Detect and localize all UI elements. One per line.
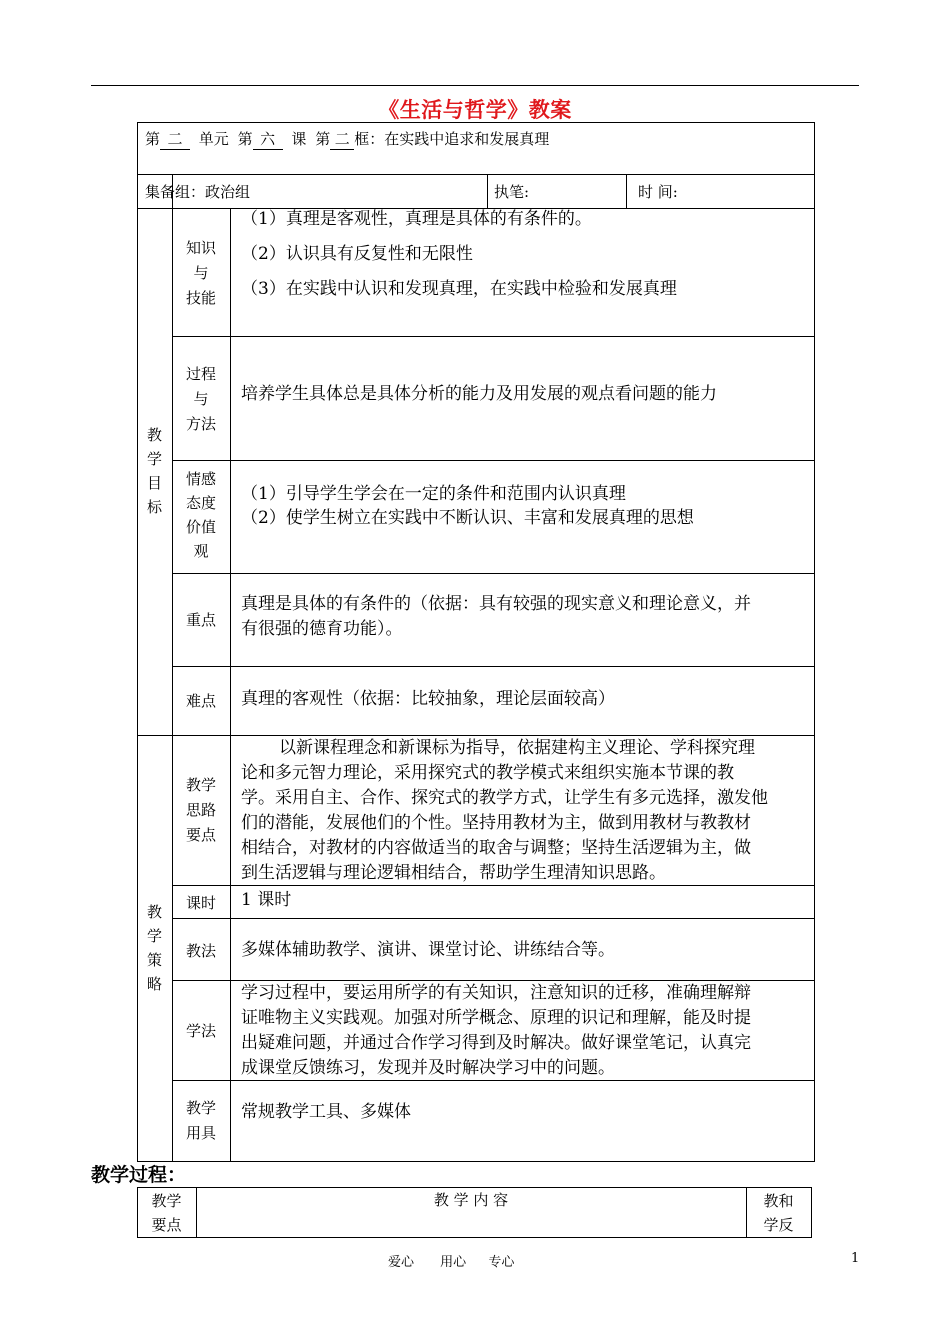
key-point-label: 重点	[185, 611, 216, 629]
lesson-number: 六	[253, 129, 283, 150]
strategy-section-label: 教 学 策 略	[146, 903, 162, 993]
writer-field: 执笔:	[494, 183, 530, 201]
teaching-method-content: 多媒体辅助教学、演讲、课堂讨论、讲练结合等。	[241, 940, 615, 960]
knowledge-item: （1）真理是客观性，真理是具体的有条件的。	[241, 209, 592, 229]
knowledge-content	[241, 208, 677, 300]
learning-method-content: 学习过程中，要运用所学的有关知识，注意知识的迁移，准确理解辩 证唯物主义实践观。加强对所学概念、原理的识记和理解，能及时提 出疑难问题，并通过合作学习得到及时解决。做好课堂笔记，认真完 成课堂反馈练习，发现并及时解决学习中的问题。	[241, 983, 751, 1078]
difficult-point-content: 真理的客观性（依据：比较抽象，理论层面较高）	[241, 689, 615, 709]
header-seg-4: 课	[291, 130, 307, 148]
lesson-header	[145, 129, 549, 150]
footer-motto: 爱心 用心 专心	[388, 1255, 515, 1270]
unit-number: 二	[160, 129, 190, 150]
teaching-method-label: 教法	[185, 942, 216, 960]
teaching-tools-label: 教学 用具	[185, 1099, 216, 1142]
header-seg-3: 第	[237, 130, 253, 148]
header-rule	[91, 85, 859, 86]
time-field: 时 间:	[638, 183, 678, 201]
emotion-content	[241, 482, 694, 530]
header-seg-2: 单元	[198, 130, 229, 148]
prep-group: 集备组：政治组	[145, 183, 251, 201]
emotion-item: （1）引导学生学会在一定的条件和范围内认识真理	[241, 484, 626, 504]
knowledge-item: （3）在实践中认识和发现真理，在实践中检验和发展真理	[241, 279, 677, 299]
thinking-content: 以新课程理念和新课标为指导，依据建构主义理论、学科探究理 论和多元智力理论，采用探究式的教学模式来组织实施本节课的教 学。采用自主、合作、探究式的教学方式，让学生有多元选择，激发他 们的潜能，发展他们的个性。坚持用教材为主，做到用教材与教教材 相结合，对教材的内容做适当的取舍与调整；坚持生活逻辑为主，做 到生活逻辑与理论逻辑相结合，帮助学生理清知识思路。	[241, 738, 768, 883]
process-col-reflection: 教和 学反	[763, 1192, 794, 1234]
process-label: 过程 与 方法	[185, 365, 216, 433]
header-seg-5: 第	[315, 130, 331, 148]
process-col-content: 教 学 内 容	[433, 1191, 509, 1209]
knowledge-item: （2）认识具有反复性和无限性	[241, 244, 473, 264]
emotion-item: （2）使学生树立在实践中不断认识、丰富和发展真理的思想	[241, 508, 694, 528]
difficult-point-label: 难点	[185, 692, 216, 710]
key-point-content: 真理是具体的有条件的（依据：具有较强的现实意义和理论意义，并 有很强的德育功能）。	[241, 594, 751, 639]
process-col-key-points: 教学 要点	[151, 1192, 182, 1234]
frame-number: 二	[330, 129, 354, 150]
process-content: 培养学生具体总是具体分析的能力及用发展的观点看问题的能力	[241, 384, 717, 404]
class-hours-label: 课时	[185, 894, 216, 912]
header-seg-1: 第	[145, 130, 161, 148]
header-seg-6: 框：在实践中追求和发展真理	[354, 130, 550, 148]
process-heading: 教学过程：	[91, 1164, 187, 1186]
teaching-tools-content: 常规教学工具、多媒体	[241, 1102, 411, 1122]
knowledge-label: 知识 与 技能	[185, 239, 216, 307]
thinking-label: 教学 思路 要点	[185, 776, 216, 844]
goals-section-label: 教 学 目 标	[146, 426, 162, 516]
page-number: 1	[851, 1251, 860, 1266]
doc-title: 《生活与哲学》教案	[378, 97, 572, 122]
emotion-label: 情感 态度 价值 观	[185, 470, 216, 560]
learning-method-label: 学法	[185, 1022, 216, 1040]
class-hours-content: 1 课时	[241, 890, 292, 910]
